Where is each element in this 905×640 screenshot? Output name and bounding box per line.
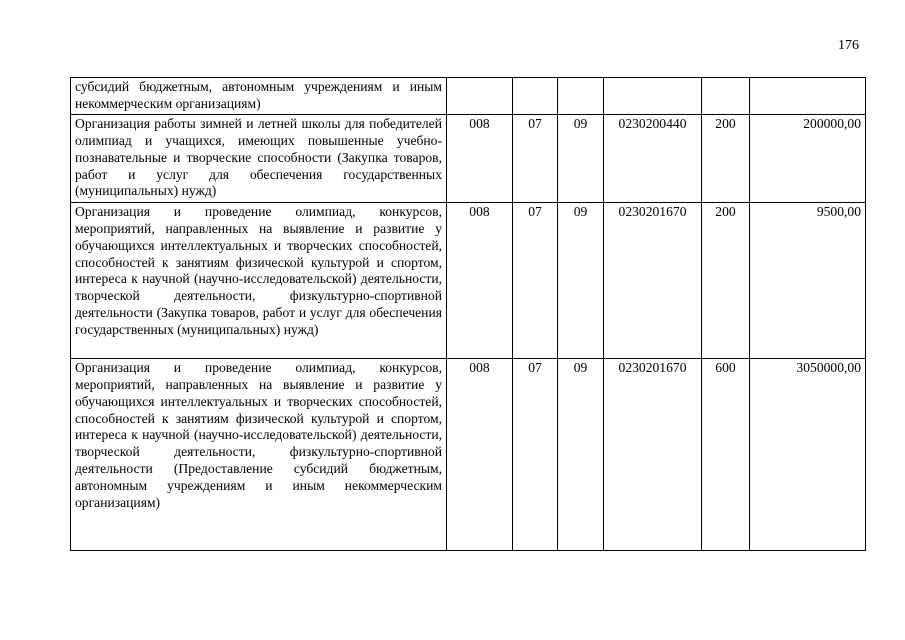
ved-code <box>447 78 513 115</box>
section-code: 07 <box>513 358 558 550</box>
ved-code: 008 <box>447 114 513 202</box>
target-article-code: 0230200440 <box>604 114 702 202</box>
row-description: Организация и проведение олимпиад, конкурсов, мероприятий, направленных на выявление и развитие у обучающихся интеллектуальных и творческих способностей, способностей к занятиям физической культурой и спортом, интереса к научной (научно-исследовательской) деятельности, творческой деятельности, физкультурно-спортивной деятельности (Закупка товаров, работ и услуг для обеспечения государственных (муниципальных) нужд) <box>71 202 447 358</box>
subsection-code: 09 <box>558 114 604 202</box>
expense-type-code: 200 <box>702 114 750 202</box>
subsection-code: 09 <box>558 358 604 550</box>
table-row <box>71 78 866 115</box>
expense-type-code <box>702 78 750 115</box>
ved-code: 008 <box>447 202 513 358</box>
section-code: 07 <box>513 114 558 202</box>
section-code: 07 <box>513 202 558 358</box>
table-row <box>71 358 866 550</box>
ved-code: 008 <box>447 358 513 550</box>
table-row <box>71 114 866 202</box>
amount <box>750 78 866 115</box>
amount: 9500,00 <box>750 202 866 358</box>
row-description: Организация работы зимней и летней школы для победителей олимпиад и учащихся, имеющих повышенные учебно-познавательные и творческие способности (Закупка товаров, работ и услуг для обеспечения государственных (муниципальных) нужд) <box>71 114 447 202</box>
expense-type-code: 600 <box>702 358 750 550</box>
target-article-code: 0230201670 <box>604 358 702 550</box>
row-description: субсидий бюджетным, автономным учреждениям и иным некоммерческим организациям) <box>71 78 447 115</box>
expense-type-code: 200 <box>702 202 750 358</box>
budget-table <box>70 77 866 551</box>
row-description: Организация и проведение олимпиад, конкурсов, мероприятий, направленных на выявление и развитие у обучающихся интеллектуальных и творческих способностей, способностей к занятиям физической культурой и спортом, интереса к научной (научно-исследовательской) деятельности, творческой деятельности, физкультурно-спортивной деятельности (Предоставление субсидий бюджетным, автономным учреждениям и иным некоммерческим организациям) <box>71 358 447 550</box>
target-article-code: 0230201670 <box>604 202 702 358</box>
section-code <box>513 78 558 115</box>
page-number: 176 <box>838 38 859 53</box>
target-article-code <box>604 78 702 115</box>
subsection-code <box>558 78 604 115</box>
amount: 3050000,00 <box>750 358 866 550</box>
subsection-code: 09 <box>558 202 604 358</box>
table-row <box>71 202 866 358</box>
amount: 200000,00 <box>750 114 866 202</box>
